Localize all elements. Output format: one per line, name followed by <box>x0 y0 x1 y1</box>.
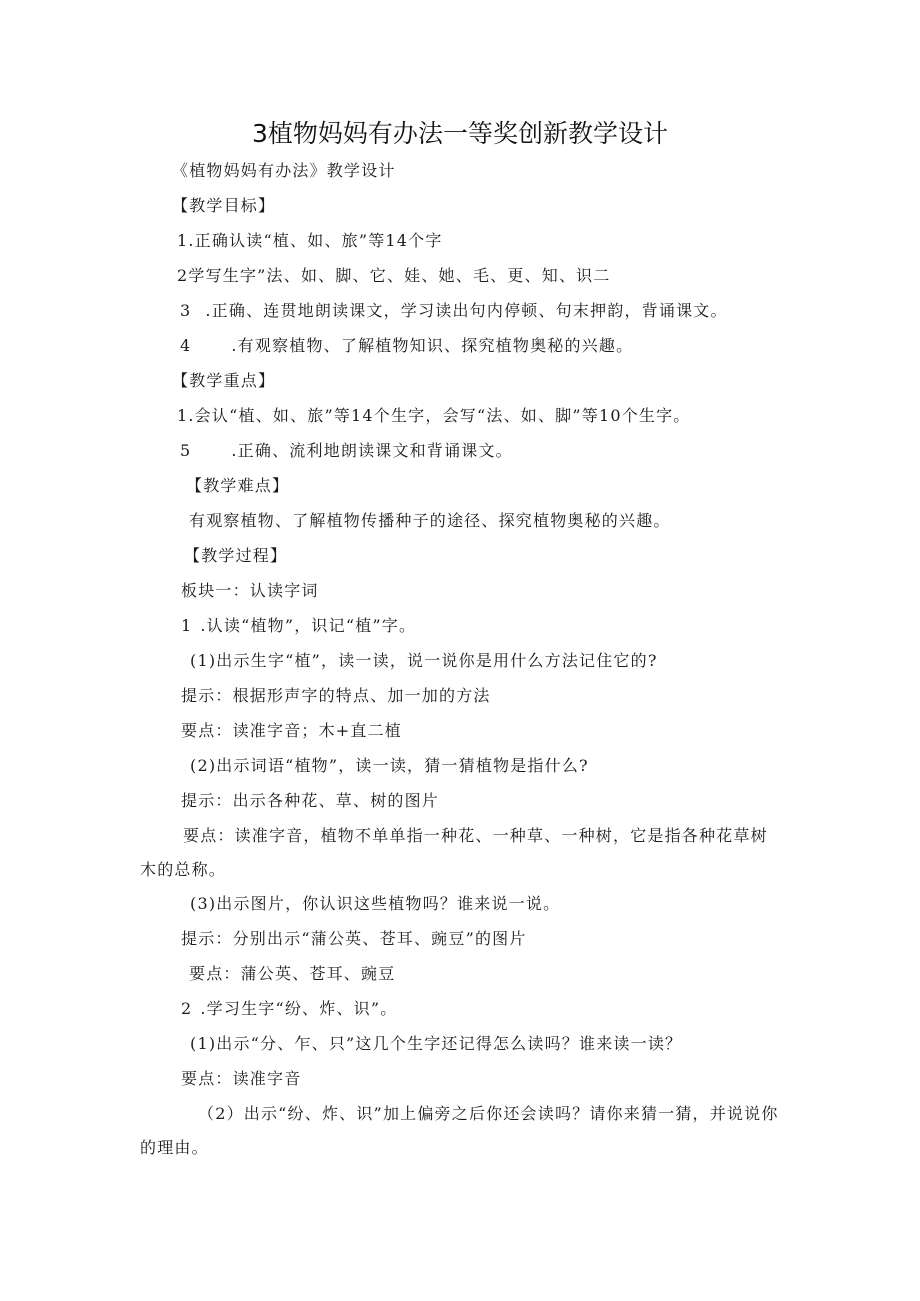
step-2-text: .学习生字“纷、炸、识”。 <box>200 999 398 1018</box>
goal-1: 1.正确认读“植、如、旅”等14个字 <box>177 231 443 250</box>
step-1-question-2: (2)出示词语“植物”，读一读，猜一猜植物是指什么? <box>190 756 589 775</box>
goals-heading: 【教学目标】 <box>172 196 276 215</box>
difficulty-heading: 【教学难点】 <box>186 476 290 495</box>
step-1-hint-1: 提示：根据形声字的特点、加一加的方法 <box>181 686 491 705</box>
step-2 <box>181 998 397 1020</box>
step-1-key-1: 要点：读准字音；木+直二植 <box>181 721 403 740</box>
step-1-key-2: 要点：读准字音，植物不单单指一种花、一种草、一种树，它是指各种花草树木的总称。 <box>140 826 768 879</box>
step-1 <box>181 615 416 637</box>
step-1-key-3: 要点：蒲公英、苍耳、豌豆 <box>189 964 396 983</box>
step-2-number: 2 <box>181 999 193 1018</box>
goal-4-text: .有观察植物、了解植物知识、探究植物奥秘的兴趣。 <box>231 336 634 355</box>
key-point-2-number: 5 <box>180 441 192 460</box>
document-title: 3植物妈妈有办法一等奖创新教学设计 <box>252 119 668 148</box>
step-1-hint-3: 提示：分别出示“蒲公英、苍耳、豌豆”的图片 <box>181 929 527 948</box>
key-points-heading: 【教学重点】 <box>172 371 276 390</box>
goal-2: 2学写生字”法、如、脚、它、娃、她、毛、更、知、识二 <box>177 266 611 285</box>
goal-4-number: 4 <box>180 336 192 355</box>
step-1-text: .认读“植物”，识记“植”字。 <box>200 616 417 635</box>
step-1-question-3: (3)出示图片，你认识这些植物吗？谁来说一说。 <box>190 894 561 913</box>
key-point-2 <box>180 440 513 462</box>
key-point-1: 1.会认“植、如、旅”等14个生字，会写“法、如、脚”等10个生字。 <box>177 406 691 425</box>
block-1-heading: 板块一：认读字词 <box>181 581 319 600</box>
goal-3-text: .正确、连贯地朗读课文，学习读出句内停顿、句末押韵，背诵课文。 <box>205 301 728 320</box>
subtitle: 《植物妈妈有办法》教学设计 <box>172 161 396 180</box>
goal-3-number: 3 <box>180 301 192 320</box>
step-1-question-1: (1)出示生字“植”，读一读，说一说你是用什么方法记住它的? <box>190 651 658 670</box>
process-heading: 【教学过程】 <box>184 546 288 565</box>
step-2-key-1: 要点：读准字音 <box>181 1069 302 1088</box>
goal-3 <box>180 300 728 322</box>
step-2-question-1: (1)出示“分、乍、只”这几个生字还记得怎么读吗？谁来读一读？ <box>190 1034 683 1053</box>
goal-4 <box>180 335 633 357</box>
step-2-question-2: （2）出示“纷、炸、识”加上偏旁之后你还会读吗？请你来猜一猜，并说说你的理由。 <box>140 1104 779 1157</box>
step-1-number: 1 <box>181 616 193 635</box>
step-1-hint-2: 提示：出示各种花、草、树的图片 <box>181 791 440 810</box>
difficulty-text: 有观察植物、了解植物传播种子的途径、探究植物奥秘的兴趣。 <box>189 511 671 530</box>
key-point-2-text: .正确、流利地朗读课文和背诵课文。 <box>231 441 513 460</box>
